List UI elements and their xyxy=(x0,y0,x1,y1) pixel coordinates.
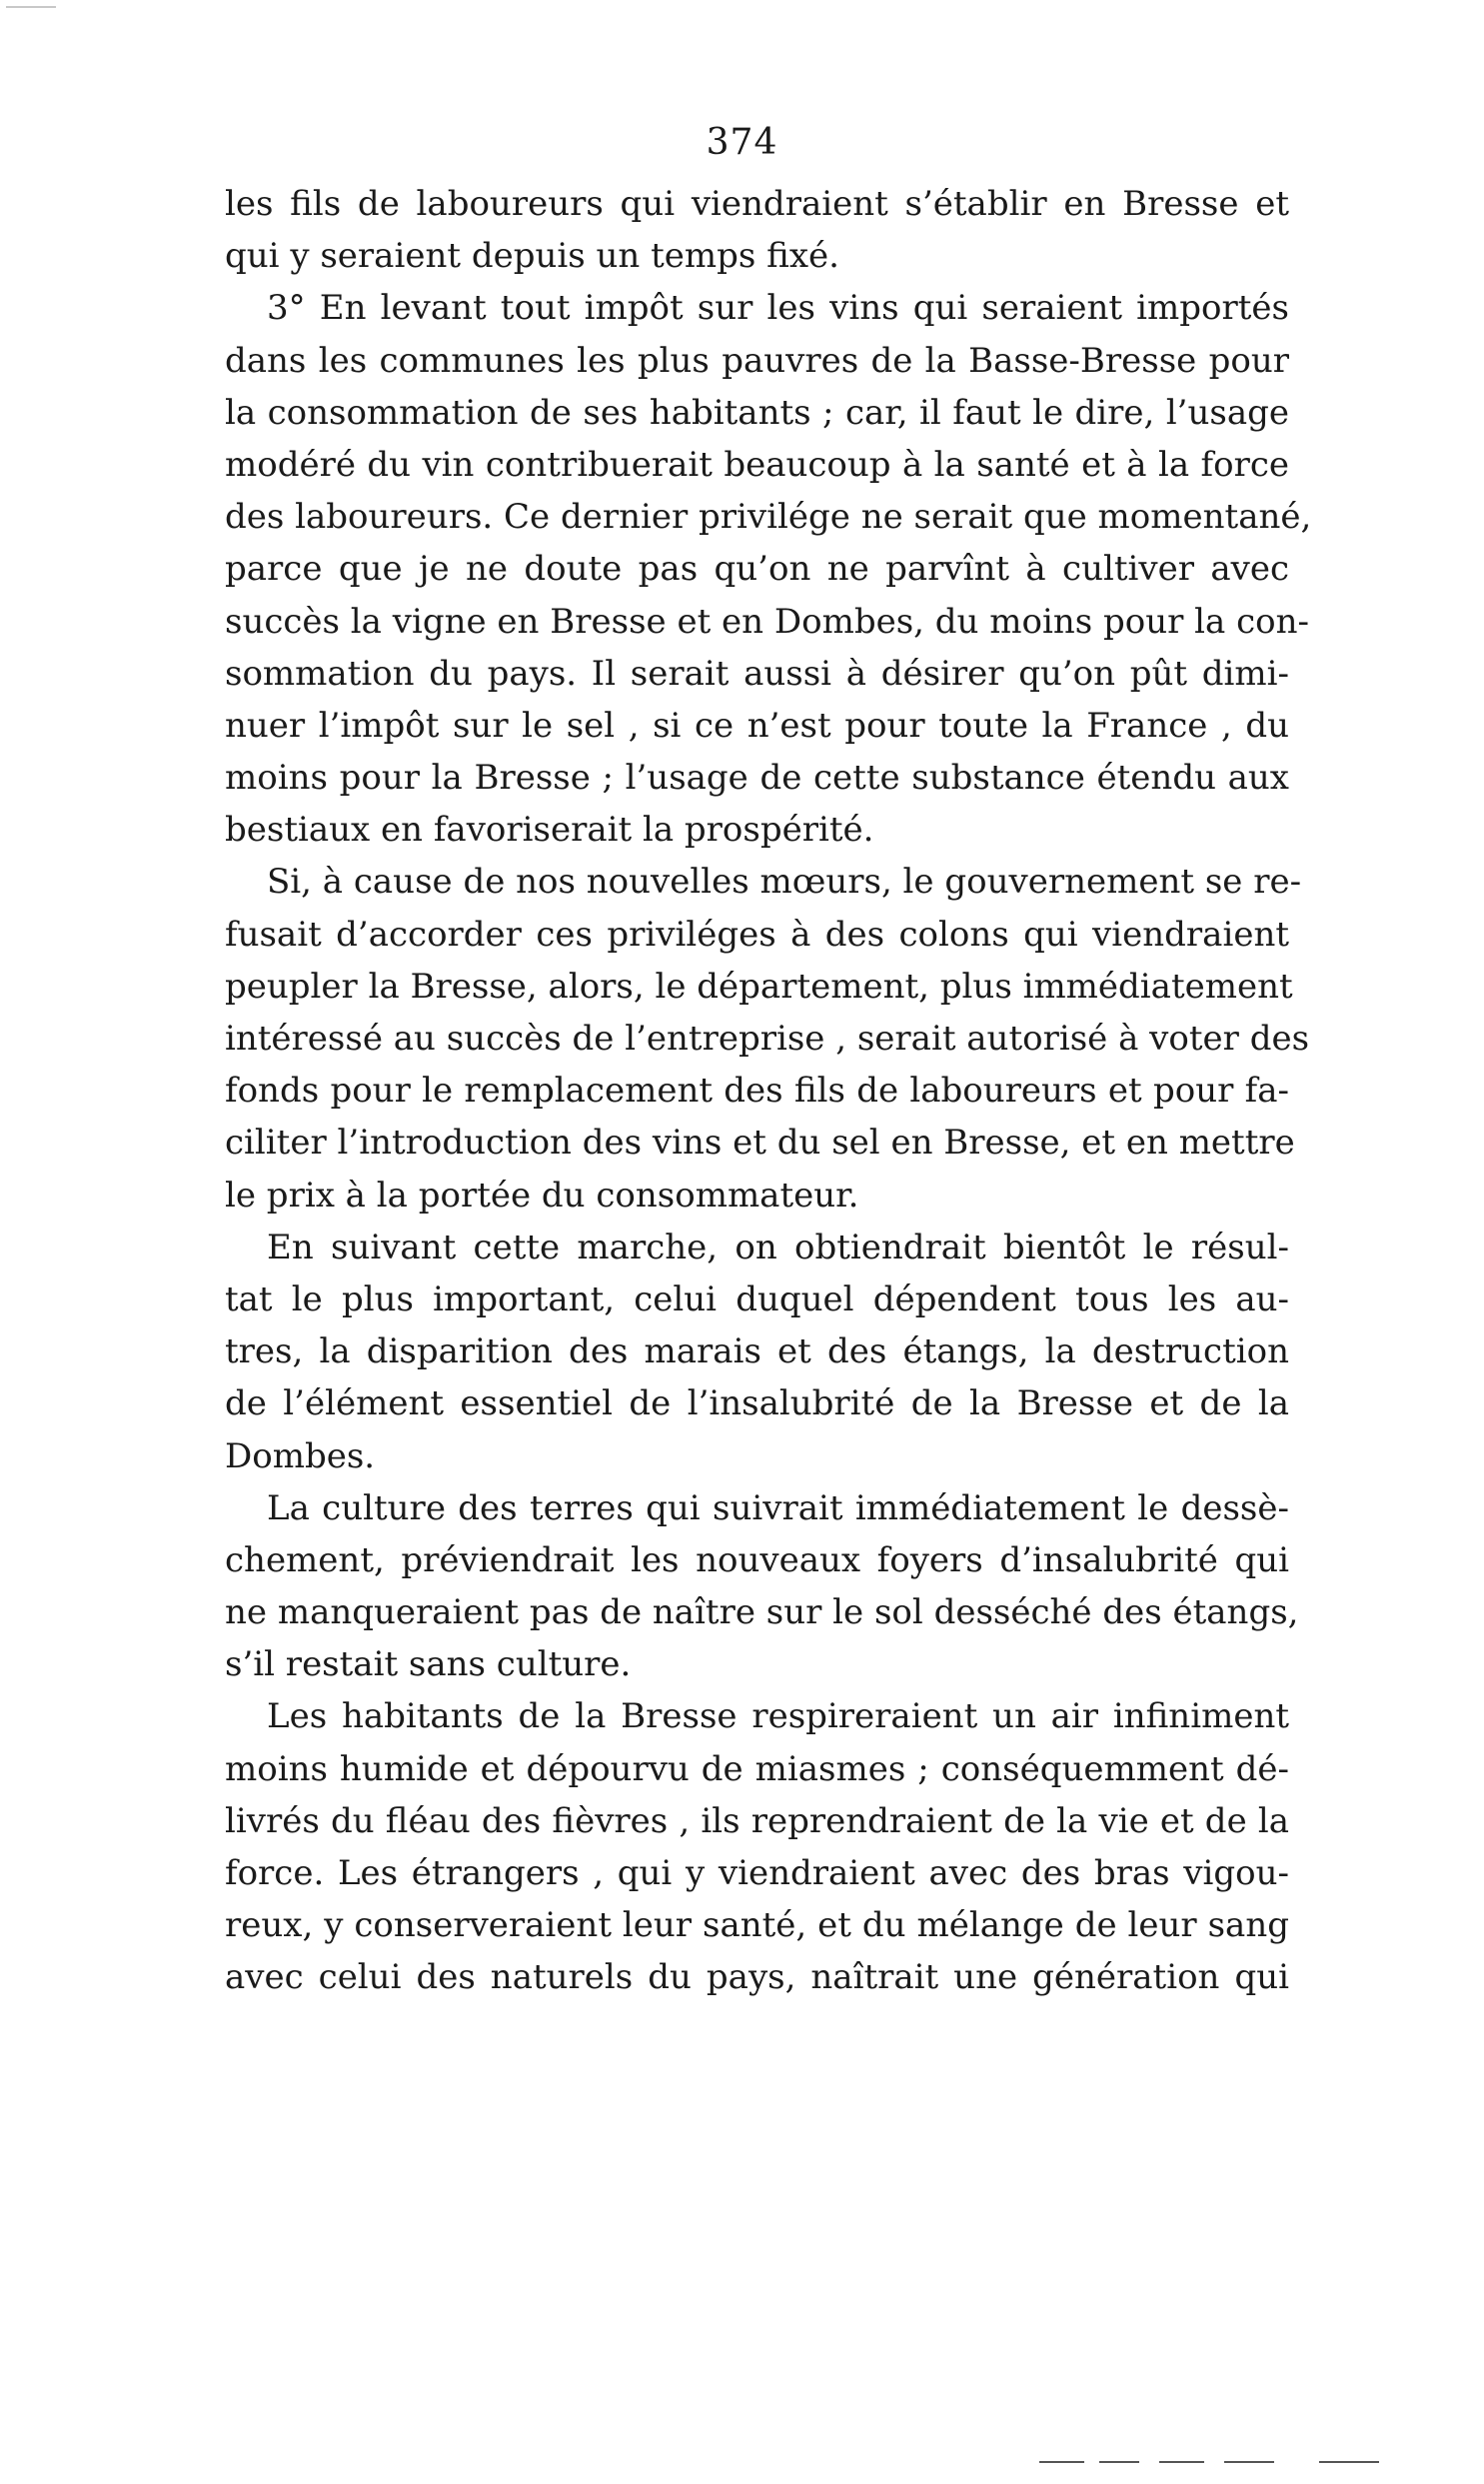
bottom-scan-rule xyxy=(1159,2461,1204,2463)
text-line: moins pour la Bresse ; l’usage de cette substance étendu aux xyxy=(225,758,1289,799)
text-line: peupler la Bresse, alors, le département, plus immédiatement xyxy=(225,966,1293,1007)
bottom-scan-rule xyxy=(1039,2461,1084,2463)
text-line: le prix à la portée du consommateur. xyxy=(225,1175,859,1216)
text-line: moins humide et dépourvu de miasmes ; conséquemment dé- xyxy=(225,1748,1289,1789)
text-line: chement, préviendrait les nouveaux foyers d’insalubrité qui xyxy=(225,1539,1289,1580)
bottom-scan-rule xyxy=(1224,2461,1274,2463)
text-line: force. Les étrangers , qui y viendraient avec des bras vigou- xyxy=(225,1853,1289,1893)
text-line: intéressé au succès de l’entreprise , serait autorisé à voter des xyxy=(225,1019,1310,1059)
text-line: parce que je ne doute pas qu’on ne parvînt à cultiver avec xyxy=(225,549,1289,590)
text-line: qui y seraient depuis un temps fixé. xyxy=(225,236,839,277)
text-line: avec celui des naturels du pays, naîtrait une génération qui xyxy=(225,1957,1289,1998)
text-line: En suivant cette marche, on obtiendrait bientôt le résul- xyxy=(267,1227,1289,1267)
scan-corner-mark xyxy=(6,6,56,8)
text-line: nuer l’impôt sur le sel , si ce n’est pour toute la France , du xyxy=(225,705,1289,746)
page-number: 374 xyxy=(706,122,778,163)
text-line: fusait d’accorder ces priviléges à des colons qui viendraient xyxy=(225,914,1289,955)
bottom-scan-rule xyxy=(1099,2461,1139,2463)
text-line: sommation du pays. Il serait aussi à désirer qu’on pût dimi- xyxy=(225,653,1289,694)
text-line: livrés du fléau des fièvres , ils reprendraient de la vie et de la xyxy=(225,1800,1289,1841)
text-line: des laboureurs. Ce dernier privilége ne serait que momentané, xyxy=(225,497,1312,538)
text-line: 3° En levant tout impôt sur les vins qui seraient importés xyxy=(267,288,1289,329)
text-line: tat le plus important, celui duquel dépendent tous les au- xyxy=(225,1278,1289,1319)
text-line: Dombes. xyxy=(225,1435,376,1476)
text-line: fonds pour le remplacement des fils de laboureurs et pour fa- xyxy=(225,1071,1289,1112)
text-line: reux, y conserveraient leur santé, et du mélange de leur sang xyxy=(225,1905,1289,1946)
body-text xyxy=(225,178,1312,2004)
text-line: les fils de laboureurs qui viendraient s’établir en Bresse et xyxy=(225,184,1289,224)
text-line: s’il restait sans culture. xyxy=(225,1644,632,1685)
text-line: la consommation de ses habitants ; car, il faut le dire, l’usage xyxy=(225,392,1289,433)
text-line: Les habitants de la Bresse respireraient un air infiniment xyxy=(267,1696,1289,1737)
text-line: succès la vigne en Bresse et en Dombes, du moins pour la con- xyxy=(225,601,1310,642)
text-line: ciliter l’introduction des vins et du sel en Bresse, et en mettre xyxy=(225,1123,1295,1164)
bottom-scan-rule xyxy=(1319,2461,1379,2463)
text-line: dans les communes les plus pauvres de la Basse-Bresse pour xyxy=(225,340,1289,381)
text-line: modéré du vin contribuerait beaucoup à la santé et à la force xyxy=(225,444,1289,485)
text-line: bestiaux en favoriserait la prospérité. xyxy=(225,810,874,851)
text-line: tres, la disparition des marais et des étangs, la destruction xyxy=(225,1331,1289,1372)
text-line: ne manqueraient pas de naître sur le sol desséché des étangs, xyxy=(225,1592,1299,1633)
text-line: de l’élément essentiel de l’insalubrité de la Bresse et de la xyxy=(225,1383,1289,1424)
text-line: Si, à cause de nos nouvelles mœurs, le gouvernement se re- xyxy=(267,862,1302,903)
text-line: La culture des terres qui suivrait immédiatement le dessè- xyxy=(267,1487,1289,1528)
